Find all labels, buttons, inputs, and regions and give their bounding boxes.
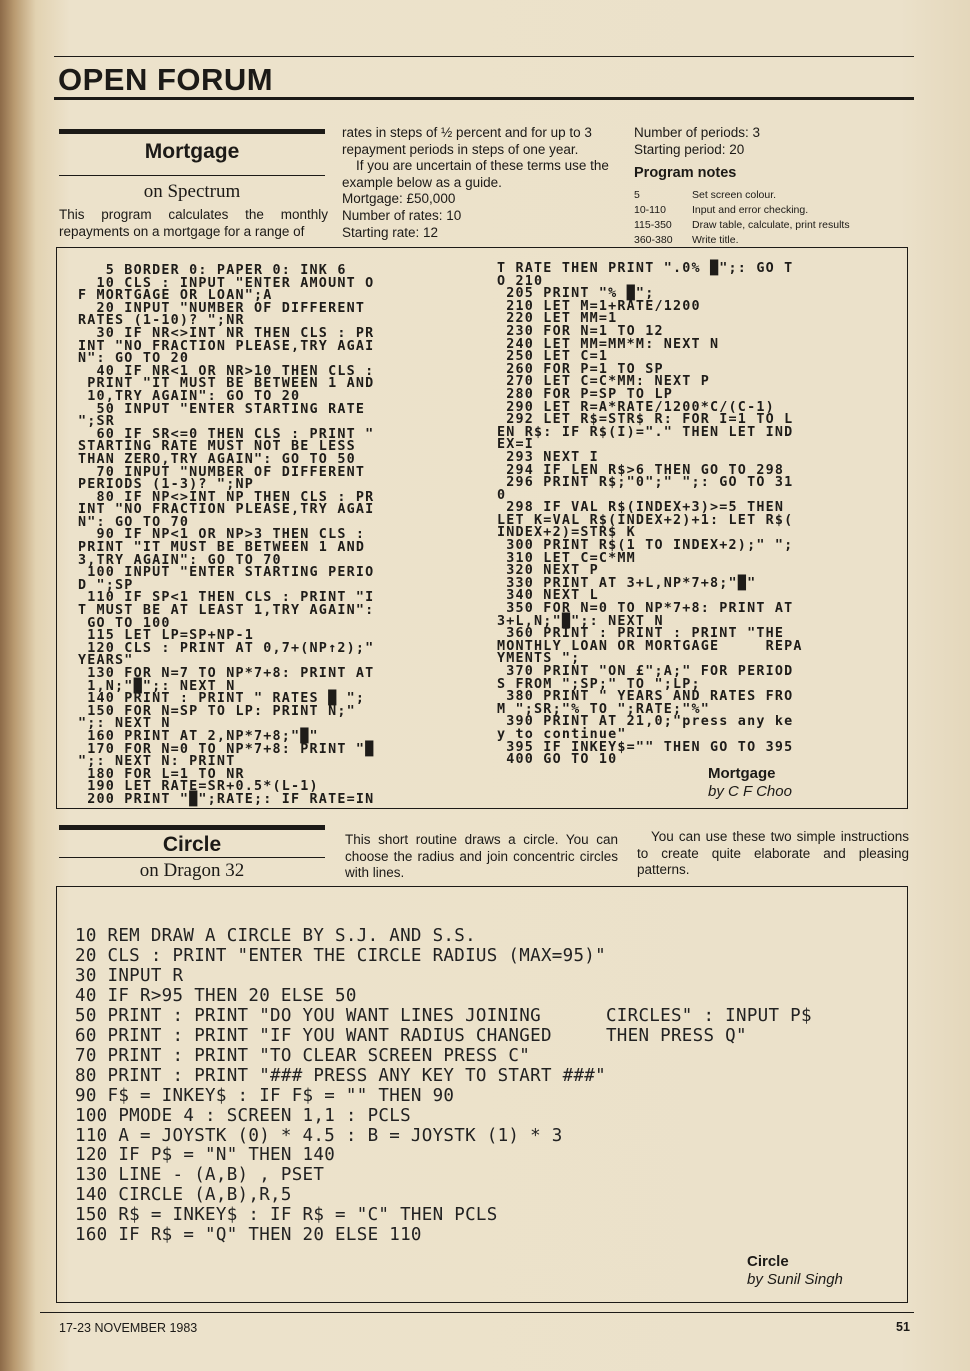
- mortgage-intro-col1: [59, 207, 328, 240]
- example-mortgage: Mortgage: £50,000: [342, 191, 456, 207]
- circle-title-rule-top: [59, 825, 325, 830]
- mortgage-intro-col3: [634, 125, 909, 249]
- note-desc: Write title.: [692, 234, 739, 247]
- note-desc: Draw table, calculate, print results: [692, 219, 850, 232]
- top-rule: [54, 56, 914, 57]
- note-desc: Input and error checking.: [692, 203, 809, 216]
- example-starting-period: Starting period: 20: [634, 141, 745, 157]
- mortgage-platform: on Spectrum: [143, 181, 241, 202]
- mortgage-intro-para2: If you are uncertain of these terms use the example below as a guide.: [342, 158, 609, 190]
- mortgage-title-rule-bottom: [59, 175, 325, 176]
- mortgage-listing-left: 5 BORDER 0: PAPER 0: INK 6 10 CLS : INPUT "ENTER AMOUNT O F MORTGAGE OR LOAN";A 20 INPUT "NUMBER OF DIFFERENT RATES (1-10)? ";NR 30 IF NR<>INT NR THEN CLS : PR INT "NO FRACTION PLEASE,TRY AGAI N": GO TO 20 40 IF NR<1 OR NR>10 THEN CLS : PRINT "IT MUST BE BETWEEN 1 AND 10,TRY AGAIN": GO TO 20 50 INPUT "ENTER STARTING RATE ";SR 60 IF SR<=0 THEN CLS : PRINT " STARTING RATE MUST NOT BE LESS THAN ZERO,TRY AGAIN": GO TO 50 70 INPUT "NUMBER OF DIFFERENT PERIODS (1-3)? ";NP 80 IF NP<>INT NP THEN CLS : PR INT "NO FRACTION PLEASE,TRY AGAI N": GO TO 70 90 IF NP<1 OR NP>3 THEN CLS : PRINT "IT MUST BE BETWEEN 1 AND 3,TRY AGAIN": GO TO 70 100 INPUT "ENTER STARTING PERIO D ";SP 110 IF SP<1 THEN CLS : PRINT "I T MUST BE AT LEAST 1,TRY AGAIN": GO TO 100 115 LET LP=SP+NP-1 120 CLS : PRINT AT 0,7+(NP↑2);" YEARS" 130 FOR N=7 TO NP*7+8: PRINT AT 1,N;"█";: NEXT N 140 PRINT : PRINT " RATES █ "; 150 FOR N=SP TO LP: PRINT N;" ";: NEXT N 160 PRINT AT 2,NP*7+8;"█" 170 FOR N=0 TO NP*7+8: PRINT "█ ";: NEXT N: PRINT 180 FOR L=1 TO NR 190 LET RATE=SR+0.5*(L-1) 200 PRINT "█";RATE;: IF RATE=IN: [78, 263, 375, 807]
- program-notes-heading: Program notes: [634, 165, 737, 182]
- circle-title-rule-bottom: [59, 857, 325, 858]
- note-lines: 115-350: [634, 219, 672, 232]
- footer-date: 17-23 NOVEMBER 1983: [59, 1321, 198, 1335]
- example-starting-rate: Starting rate: 12: [342, 224, 439, 240]
- note-lines: 5: [634, 188, 640, 201]
- mortgage-title: Mortgage: [144, 140, 240, 163]
- mortgage-intro-col2: [342, 125, 618, 241]
- note-desc: Set screen colour.: [692, 188, 777, 201]
- note-lines: 360-380: [634, 234, 673, 247]
- mortgage-credit-title: Mortgage: [708, 765, 776, 782]
- mortgage-intro-para1: rates in steps of ½ percent and for up to 3 repayment periods in steps of one year.: [342, 125, 592, 157]
- circle-intro-col3: [637, 829, 909, 879]
- mortgage-credit-author: by C F Choo: [708, 783, 792, 800]
- circle-listing: 10 REM DRAW A CIRCLE BY S.J. AND S.S. 20 CLS : PRINT "ENTER THE CIRCLE RADIUS (MAX=95)" 30 INPUT R 40 IF R>95 THEN 20 ELSE 50 50 PRINT : PRINT "DO YOU WANT LINES JOINING CIRCLES" : INPUT P$ 60 PRINT : PRINT "IF YOU WANT RADIUS CHANGED THEN PRESS Q" 70 PRINT : PRINT "TO CLEAR SCREEN PRESS C" 80 PRINT : PRINT "### PRESS ANY KEY TO START ###" 90 F$ = INKEY$ : IF F$ = "" THEN 90 100 PMODE 4 : SCREEN 1,1 : PCLS 110 A = JOYSTK (0) * 4.5 : B = JOYSTK (1) * 3 120 IF P$ = "N" THEN 140 130 LINE - (A,B) , PSET 140 CIRCLE (A,B),R,5 150 R$ = INKEY$ : IF R$ = "C" THEN PCLS 160 IF R$ = "Q" THEN 20 ELSE 110: [75, 926, 812, 1246]
- example-number-of-periods: Number of periods: 3: [634, 125, 761, 140]
- page-number: 51: [896, 1320, 910, 1334]
- note-lines: 10-110: [634, 203, 666, 216]
- mortgage-title-rule-top: [59, 129, 325, 134]
- note-row: [634, 218, 909, 233]
- circle-intro-col2: [345, 832, 618, 882]
- mortgage-intro-text: This program calculates the monthly repayments on a mortgage for a range of: [59, 207, 328, 239]
- note-row: [634, 203, 909, 218]
- example-number-of-rates: Number of rates: 10: [342, 207, 462, 223]
- circle-platform: on Dragon 32: [139, 860, 245, 881]
- circle-title: Circle: [162, 833, 222, 856]
- footer-rule: [40, 1312, 914, 1313]
- mortgage-listing-right: T RATE THEN PRINT ".0% █";: GO T O 210 205 PRINT "% █"; 210 LET M=1+RATE/1200 220 LET MM=1 230 FOR N=1 TO 12 240 LET MM=MM*M: NEXT N 250 LET C=1 260 FOR P=1 TO SP 270 LET C=C*MM: NEXT P 280 FOR P=SP TO LP 290 LET R=A*RATE/1200*C/(C-1) 292 LET R$=STR$ R: FOR I=1 TO L EN R$: IF R$(I)="." THEN LET IND EX=I 293 NEXT I 294 IF LEN R$>6 THEN GO TO 298 296 PRINT R$;"0";" ";: GO TO 31 0 298 IF VAL R$(INDEX+3)>=5 THEN LET K=VAL R$(INDEX+2)+1: LET R$( INDEX+2)=STR$ K 300 PRINT R$(1 TO INDEX+2);" "; 310 LET C=C*MM 320 NEXT P 330 PRINT AT 3+L,NP*7+8;"█" 340 NEXT L 350 FOR N=0 TO NP*7+8: PRINT AT 3+L,N;"█";: NEXT N 360 PRINT : PRINT : PRINT "THE MONTHLY LOAN OR MORTGAGE REPA YMENTS "; 370 PRINT "ON £";A;" FOR PERIOD S FROM ";SP;" TO ";LP; 380 PRINT " YEARS AND RATES FRO M ";SR;"% TO ";RATE;"%" 390 PRINT AT 21,0;"press any ke y to continue" 395 IF INKEY$="" THEN GO TO 395 400 GO TO 10: [497, 261, 803, 768]
- circle-intro-text: This short routine draws a circle. You can choose the radius and join concentric circles with lines.: [345, 832, 618, 881]
- note-row: [634, 188, 909, 203]
- section-heading: OPEN FORUM: [58, 62, 274, 97]
- circle-credit-author: by Sunil Singh: [747, 1271, 843, 1288]
- circle-intro-text-2: You can use these two simple instructions to create quite elaborate and pleasing patterns.: [637, 829, 909, 878]
- circle-credit-title: Circle: [747, 1253, 789, 1270]
- heading-rule: [54, 97, 914, 100]
